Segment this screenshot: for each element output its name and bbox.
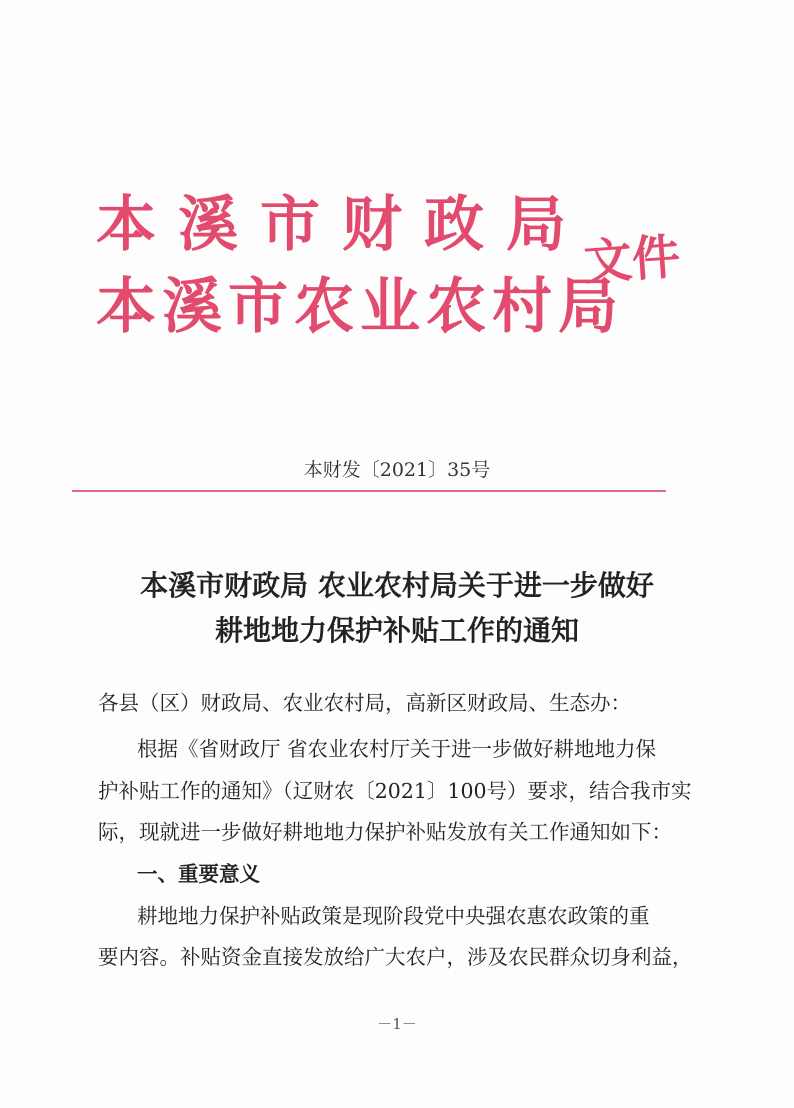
issuer-line-finance-bureau: 本溪市财政局 — [96, 190, 588, 260]
paragraph-2-line-1: 耕地地力保护补贴政策是现阶段党中央强农惠农政策的重 — [137, 904, 650, 928]
paragraph-1-line-3: 际，现就进一步做好耕地地力保护补贴发放有关工作通知如下： — [98, 820, 672, 844]
notice-title-line-2: 耕地地力保护补贴工作的通知 — [214, 614, 579, 647]
document-type-label: 文件 — [582, 228, 682, 292]
document-number: 本财发〔2021〕35号 — [303, 459, 491, 481]
red-separator-line — [72, 490, 666, 492]
paragraph-1-line-1: 根据《省财政厅 省农业农村厅关于进一步做好耕地地力保 — [137, 737, 657, 761]
paragraph-1-line-2: 护补贴工作的通知》（辽财农〔2021〕100号）要求，结合我市实 — [98, 779, 692, 803]
addressee: 各县（区）财政局、农业农村局，高新区财政局、生态办： — [98, 691, 631, 715]
paragraph-2-line-2: 要内容。补贴资金直接发放给广大农户，涉及农民群众切身利益， — [98, 945, 693, 969]
section-1-heading: 一、重要意义 — [137, 862, 260, 886]
notice-title-line-1: 本溪市财政局 农业农村局关于进一步做好 — [140, 569, 654, 602]
issuer-line-agriculture-bureau: 本溪市农业农村局 — [96, 272, 624, 342]
page-number: －1－ — [377, 1015, 417, 1033]
